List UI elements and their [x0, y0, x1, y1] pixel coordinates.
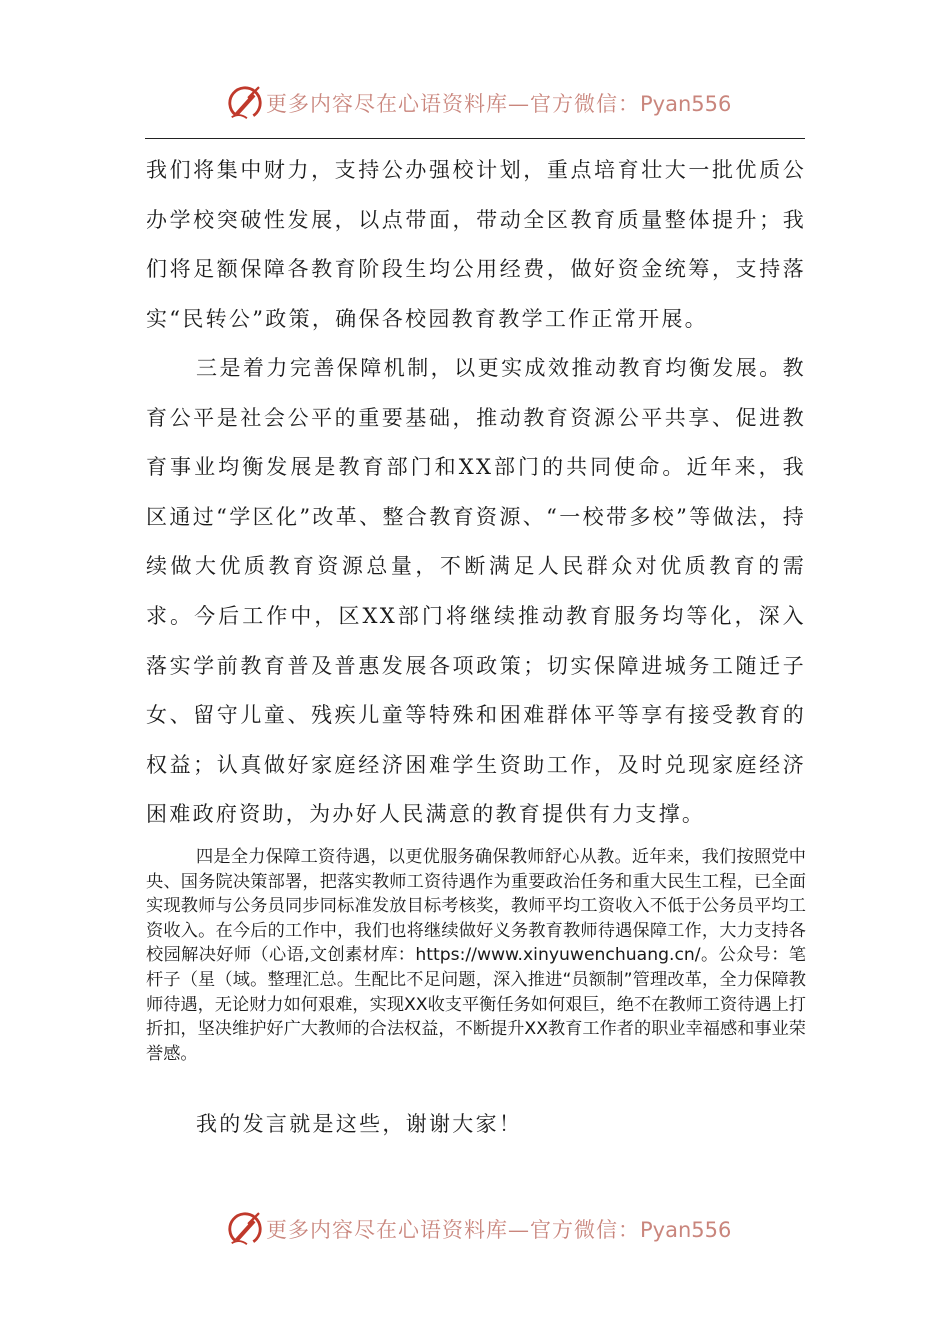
quill-pen-logo-icon — [226, 84, 264, 122]
banner-wechat-id: Pyan556 — [640, 92, 732, 116]
header-banner — [0, 82, 950, 130]
banner-text — [266, 88, 731, 118]
body-paragraph-1: 我们将集中财力，支持公办强校计划，重点培育壮大一批优质公办学校突破性发展，以点带面，带动全区教育质量整体提升；我们将足额保障各教育阶段生均公用经费，做好资金统筹，支持落实“民转公”政策，确保各校园教育教学工作正常开展。 — [146, 158, 806, 331]
quill-pen-logo-icon — [226, 1210, 264, 1248]
banner-wechat-id: Pyan556 — [640, 1218, 732, 1242]
closing-paragraph: 我的发言就是这些，谢谢大家！ — [196, 1112, 523, 1136]
footer-banner — [0, 1208, 950, 1256]
banner-text — [266, 1214, 731, 1244]
header-divider — [145, 138, 805, 139]
banner-caption: 更多内容尽在心语资料库—官方微信： — [266, 1218, 640, 1242]
banner-caption: 更多内容尽在心语资料库—官方微信： — [266, 92, 640, 116]
body-paragraph-3: 四是全力保障工资待遇，以更优服务确保教师舒心从教。近年来，我们按照党中央、国务院决策部署，把落实教师工资待遇作为重要政治任务和重大民生工程，已全面实现教师与公务员同步同标准发放目标考核奖，教师平均工资收入不低于公务员平均工资收入。在今后的工作中，我们也将继续做好义务教育教师待遇保障工作，大力支持各校园解决好师（心语,文创素材库：https://www.xinyuwenchuang.cn/。公众号：笔杆子（星（域。整理汇总。生配比不足问题，深入推进“员额制”管理改革，全力保障教师待遇，无论财力如何艰难，实现XX收支平衡任务如何艰巨，绝不在教师工资待遇上打折扣，坚决维护好广大教师的合法权益，不断提升XX教育工作者的职业幸福感和事业荣誉感。 — [146, 847, 806, 1064]
body-paragraph-2: 三是着力完善保障机制，以更实成效推动教育均衡发展。教育公平是社会公平的重要基础，推动教育资源公平共享、促进教育事业均衡发展是教育部门和XX部门的共同使命。近年来，我区通过“学区化”改革、整合教育资源、“一校带多校”等做法，持续做大优质教育资源总量，不断满足人民群众对优质教育的需求。今后工作中，区XX部门将继续推动教育服务均等化，深入落实学前教育普及普惠发展各项政策；切实保障进城务工随迁子女、留守儿童、残疾儿童等特殊和困难群体平等享有接受教育的权益；认真做好家庭经济困难学生资助工作，及时兑现家庭经济困难政府资助，为办好人民满意的教育提供有力支撑。 — [146, 356, 806, 827]
